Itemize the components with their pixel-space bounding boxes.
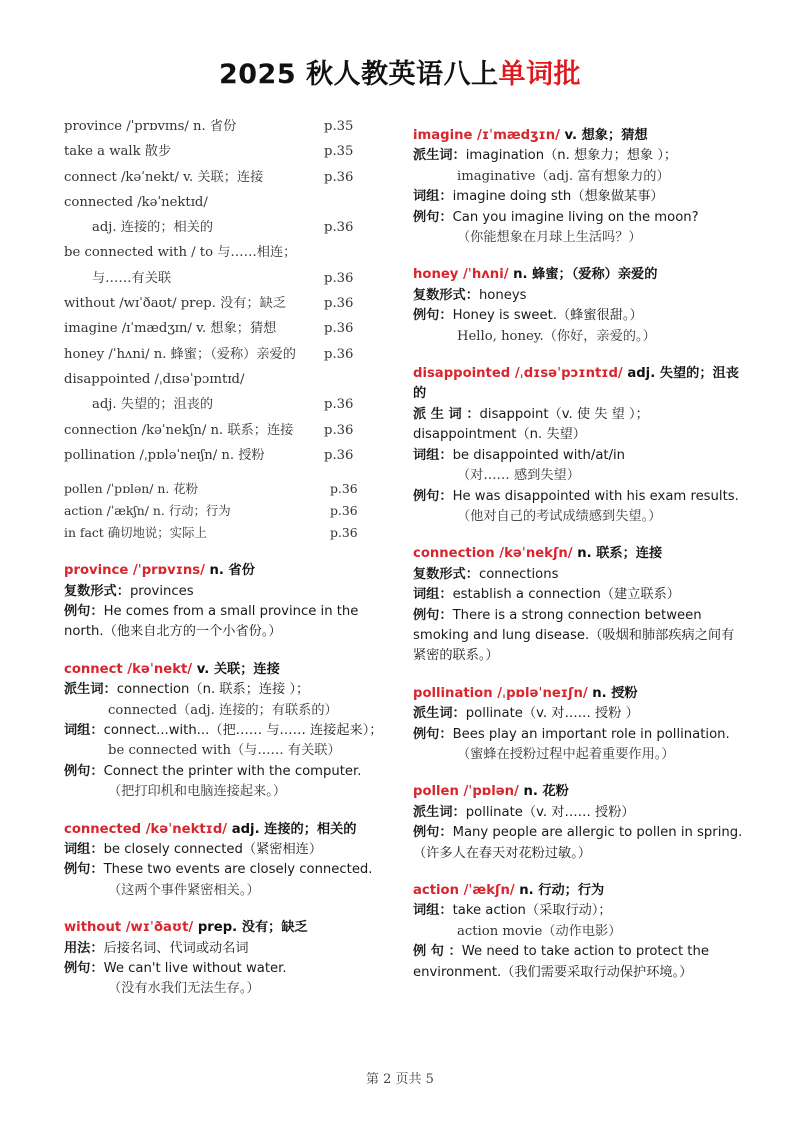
entry-line — [64, 762, 394, 782]
vocab-entry — [64, 820, 394, 902]
entry-continuation: （对…… 感到失望） — [457, 468, 580, 484]
entry-line — [64, 939, 394, 959]
entry-line — [413, 565, 743, 585]
entry-headword — [64, 561, 394, 581]
entry-word: pollen /ˈpɒlən/ — [413, 784, 519, 800]
vocab-row — [64, 266, 394, 291]
vocab-page: p.35 — [324, 119, 354, 134]
entry-label: 复数形式： — [64, 583, 130, 599]
vocab-page: p.36 — [330, 503, 358, 519]
vocab-row — [64, 367, 394, 392]
vocab-text: pollen /ˈpɒlən/ n. 花粉 — [64, 481, 199, 497]
vocab-entry — [64, 561, 394, 643]
entry-definition: prep. 没有；缺乏 — [193, 920, 308, 936]
entry-definition: n. 省份 — [204, 563, 255, 579]
entry-headword — [413, 782, 743, 802]
entry-headword — [413, 544, 743, 564]
entry-definition: adj. 连接的；相关的 — [227, 821, 357, 837]
entry-line — [413, 146, 743, 166]
vocab-text: without /wɪˈðaʊt/ prep. 没有；缺乏 — [64, 296, 287, 312]
entry-text: imagination（n. 想象力；想象 ）； — [465, 148, 678, 164]
entry-text: connection（n. 联系；连接 ）； — [116, 682, 310, 698]
entry-word: honey /ˈhʌni/ — [413, 267, 509, 283]
vocab-row — [64, 215, 394, 240]
vocab-row — [64, 316, 394, 341]
vocab-row — [64, 139, 394, 164]
entry-line — [64, 959, 394, 979]
entry-continuation: imaginative（adj. 富有想象力的） — [457, 168, 670, 184]
entries-left — [64, 561, 394, 1000]
vocab-text: be connected with / to 与……相连； — [64, 245, 297, 261]
vocab-entry — [413, 265, 743, 347]
entry-headword — [413, 126, 743, 146]
vocab-row — [64, 392, 394, 417]
vocab-entry — [413, 126, 743, 248]
entry-definition: adj. 失望的；沮丧的 — [413, 366, 739, 402]
entry-word: action /ˈækʃn/ — [413, 883, 515, 898]
entry-word: without /wɪˈðaʊt/ — [64, 920, 194, 936]
entry-text: Bees play an important role in pollination. — [452, 726, 730, 742]
entry-text: Honey is sweet.（蜂蜜很甜。） — [452, 308, 643, 324]
entry-label: 例句： — [64, 961, 104, 977]
entry-label: 词组： — [413, 189, 453, 205]
vocab-text: connected /kəˈnektɪd/ — [64, 194, 208, 210]
vocab-page: p.36 — [324, 447, 354, 463]
entry-label: 词组： — [413, 903, 453, 919]
entry-line — [64, 602, 394, 643]
entry-label: 例句： — [413, 607, 453, 623]
left-column — [64, 114, 394, 1017]
entry-label: 派 生 词 ： — [413, 406, 480, 422]
entry-text: Many people are allergic to pollen in spring.（许多人在春天对花粉过敏。） — [413, 825, 743, 861]
entry-label: 例句： — [413, 726, 453, 742]
entry-text: 后接名词、代词或动名词 — [103, 940, 249, 956]
vocab-row — [64, 443, 394, 468]
vocab-entry — [413, 544, 743, 666]
vocab-row — [64, 240, 394, 265]
vocab-text: pollination /ˌpɒləˈneɪʃn/ n. 授粉 — [64, 447, 265, 463]
entry-label: 复数形式： — [413, 566, 479, 582]
entry-line — [413, 487, 743, 507]
vocab-page: p.36 — [324, 169, 354, 185]
vocab-text: adj. 失望的；沮丧的 — [92, 397, 214, 413]
vocab-entry — [64, 918, 394, 1000]
entry-continuation: （没有水我们无法生存。） — [108, 981, 260, 997]
entry-word: province /ˈprɒvɪns/ — [64, 563, 205, 579]
entry-line — [64, 860, 394, 880]
vocab-text: province /ˈprɒvɪns/ n. 省份 — [64, 119, 237, 134]
vocab-row — [64, 478, 394, 500]
vocab-page: p.36 — [324, 296, 354, 312]
entry-definition: n. 蜂蜜；（爱称）亲爱的 — [508, 267, 658, 283]
entry-label: 派生词： — [64, 682, 117, 698]
entry-line — [413, 704, 743, 724]
entry-word: imagine /ɪˈmædʒɪn/ — [413, 128, 560, 143]
entry-definition: n. 花粉 — [518, 784, 569, 800]
vocab-page: p.36 — [324, 220, 354, 236]
entry-text: We need to take action to protect the environment.（我们需要采取行动保护环境。） — [413, 944, 709, 980]
entry-text: pollinate（v. 对…… 授粉 ） — [465, 706, 639, 722]
entry-label: 词组： — [413, 447, 453, 463]
entry-label: 例句： — [64, 603, 104, 619]
vocab-row — [64, 190, 394, 215]
entry-definition: v. 关联；连接 — [192, 661, 280, 677]
entry-word: connection /kəˈnekʃn/ — [413, 546, 573, 562]
entry-text: These two events are closely connected. — [103, 862, 373, 878]
entry-line — [413, 446, 743, 466]
vocab-text: action /ˈækʃn/ n. 行动；行为 — [64, 503, 231, 519]
entry-line — [413, 585, 743, 605]
entry-continuation: （蜜蜂在授粉过程中起着重要作用。） — [457, 746, 675, 762]
vocab-index-list — [64, 114, 394, 468]
entry-line — [64, 582, 394, 602]
entry-line — [413, 803, 743, 823]
entry-label: 用法： — [64, 940, 104, 956]
entry-definition: n. 联系；连接 — [572, 546, 663, 562]
page-title-main: 2025 秋人教英语八上 — [218, 59, 499, 90]
entry-word: connected /kəˈnektɪd/ — [64, 821, 228, 837]
entry-line — [413, 306, 743, 326]
entry-label: 词组： — [64, 842, 104, 858]
entry-continuation: （你能想象在月球上生活吗？） — [457, 230, 642, 246]
entry-definition: n. 授粉 — [587, 685, 638, 701]
vocab-text: in fact 确切地说；实际上 — [64, 525, 207, 541]
vocab-text: take a walk 散步 — [64, 144, 172, 160]
entry-label: 例句： — [413, 209, 453, 225]
vocab-page: p.36 — [324, 270, 354, 286]
vocab-text: adj. 连接的；相关的 — [92, 220, 214, 236]
entry-line — [64, 840, 394, 860]
entry-word: disappointed /ˌdɪsəˈpɔɪntɪd/ — [413, 366, 623, 382]
entry-headword — [413, 265, 743, 285]
vocab-page: p.36 — [330, 481, 358, 497]
entry-continuation: （这两个事件紧密相关。） — [108, 882, 260, 898]
vocab-entry — [413, 782, 743, 864]
entry-text: connections — [478, 566, 559, 582]
entry-text: disappointment（n. 失望） — [413, 427, 586, 443]
vocab-page: p.36 — [324, 397, 354, 413]
entry-label: 派生词： — [413, 148, 466, 164]
entry-label: 词组： — [413, 587, 453, 603]
entry-label: 例 句 ： — [413, 944, 462, 960]
entry-label: 例句： — [64, 862, 104, 878]
entry-definition: v. 想象；猜想 — [559, 128, 648, 143]
entry-line — [413, 187, 743, 207]
entry-label: 派生词： — [413, 706, 466, 722]
entry-headword — [413, 881, 743, 901]
entry-label: 派生词： — [413, 804, 466, 820]
entry-label: 复数形式： — [413, 287, 479, 303]
vocab-page: p.36 — [324, 321, 354, 337]
entry-word: connect /kəˈnekt/ — [64, 661, 193, 677]
entry-line — [64, 721, 394, 741]
page-title-accent: 单词批 — [498, 59, 582, 90]
vocab-entry — [413, 684, 743, 766]
entry-text: be closely connected（紧密相连） — [103, 842, 323, 858]
vocab-page: p.36 — [330, 525, 358, 541]
entry-label: 词组： — [64, 723, 104, 738]
vocab-text: imagine /ɪˈmædʒɪn/ v. 想象；猜想 — [64, 321, 277, 337]
entry-continuation: （他对自己的考试成绩感到失望。） — [457, 508, 662, 524]
entry-label: 例句： — [413, 308, 453, 324]
entry-text: imagine doing sth（想象做某事） — [452, 189, 664, 205]
vocab-text: 与……有关联 — [92, 270, 172, 286]
entry-text: connect...with...（把…… 与…… 连接起来）； — [103, 723, 383, 738]
entry-headword — [64, 820, 394, 840]
entry-text: be disappointed with/at/in — [452, 447, 626, 463]
vocab-page: p.36 — [324, 346, 354, 362]
entry-text: take action（采取行动）； — [452, 903, 612, 919]
vocab-entry — [413, 881, 743, 983]
vocab-text: connection /kəˈnekʃn/ n. 联系；连接 — [64, 422, 294, 438]
entry-text: Can you imagine living on the moon? — [452, 209, 699, 225]
entry-continuation: Hello, honey.（你好，亲爱的。） — [457, 328, 656, 344]
vocab-row — [64, 291, 394, 316]
vocab-row — [64, 522, 394, 544]
vocab-entry — [64, 660, 394, 803]
vocab-page: p.36 — [324, 422, 354, 438]
vocab-text: disappointed /ˌdɪsəˈpɔɪntɪd/ — [64, 371, 245, 387]
vocab-row — [64, 418, 394, 443]
entry-text: pollinate（v. 对…… 授粉） — [465, 804, 635, 820]
entry-definition: n. 行动；行为 — [514, 883, 605, 898]
entries-right — [413, 126, 743, 1000]
entry-headword — [413, 364, 743, 405]
entry-continuation: be connected with（与…… 有关联） — [108, 743, 341, 759]
entry-label: 例句： — [413, 825, 453, 841]
entry-line — [413, 286, 743, 306]
vocab-row — [64, 500, 394, 522]
vocab-row — [64, 342, 394, 367]
entry-continuation: （把打印机和电脑连接起来。） — [108, 784, 287, 800]
entry-text: honeys — [478, 287, 527, 303]
entry-headword — [413, 684, 743, 704]
entry-line — [413, 208, 743, 228]
entry-line — [413, 606, 743, 667]
entry-line — [413, 823, 743, 864]
entry-text: He was disappointed with his exam results. — [452, 488, 739, 504]
entry-headword — [64, 918, 394, 938]
entry-label: 例句： — [413, 488, 453, 504]
entry-word: pollination /ˌpɒləˈneɪʃn/ — [413, 685, 588, 701]
entry-line — [413, 425, 743, 445]
vocab-row — [64, 165, 394, 190]
entry-text: He comes from a small province in the north.（他来自北方的一个小省份。） — [64, 603, 359, 640]
entry-label: 例句： — [64, 763, 104, 779]
vocab-page: p.35 — [324, 144, 354, 160]
entry-text: Connect the printer with the computer. — [103, 763, 362, 779]
entry-headword — [64, 660, 394, 680]
entry-text: establish a connection（建立联系） — [452, 587, 680, 603]
vocab-entry — [413, 364, 743, 527]
vocab-row — [64, 114, 394, 139]
vocab-index-list-secondary — [64, 478, 394, 544]
entry-line — [413, 901, 743, 921]
entry-text: provinces — [129, 583, 194, 599]
entry-continuation: action movie（动作电影） — [457, 923, 622, 939]
entry-line — [413, 942, 743, 983]
entry-continuation: connected（adj. 连接的；有联系的） — [108, 702, 338, 718]
entry-line — [413, 725, 743, 745]
vocab-text: honey /ˈhʌni/ n. 蜂蜜；（爱称）亲爱的 — [64, 346, 296, 362]
vocab-text: connect /kəˈnekt/ v. 关联；连接 — [64, 169, 264, 185]
entry-text: There is a strong connection between smoking and lung disease.（吸烟和肺部疾病之间有紧密的联系。） — [413, 607, 735, 664]
page-title — [0, 58, 800, 92]
page-footer: 第 2 页共 5 — [366, 1072, 434, 1087]
entry-text: disappoint（v. 使 失 望 ）； — [479, 406, 649, 422]
entry-line — [64, 680, 394, 700]
entry-line — [413, 405, 743, 425]
entry-text: We can't live without water. — [103, 961, 287, 977]
